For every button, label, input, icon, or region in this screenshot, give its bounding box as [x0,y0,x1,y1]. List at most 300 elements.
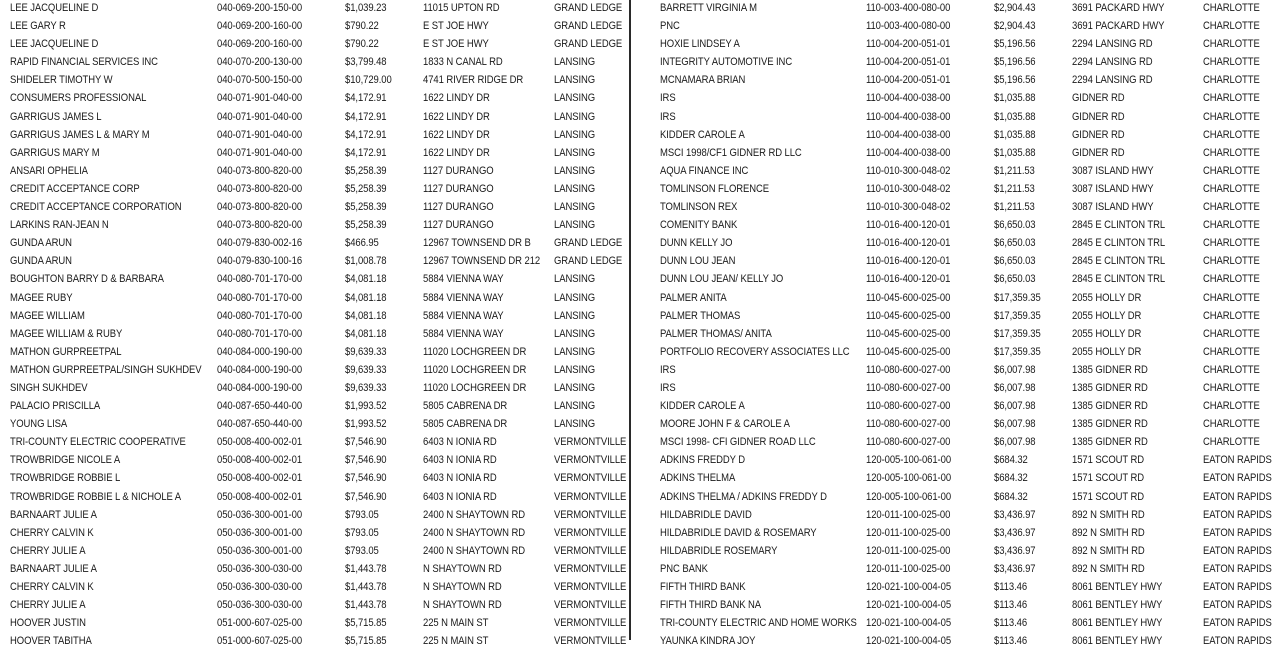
property-address: 1571 SCOUT RD [1072,472,1145,485]
amount: $684.32 [994,490,1028,503]
city: CHARLOTTE [1203,237,1260,250]
property-address: 2400 N SHAYTOWN RD [423,526,526,539]
amount: $793.05 [345,508,379,521]
property-address: 225 N MAIN ST [423,617,489,630]
owner-name: LEE JACQUELINE D [10,38,99,51]
property-address: 2400 N SHAYTOWN RD [423,544,526,557]
amount: $1,035.88 [994,146,1036,159]
property-address: 1127 DURANGO [423,164,494,177]
city: LANSING [554,110,596,123]
parcel-number: 040-073-800-820-00 [217,219,303,232]
parcel-number: 110-080-600-027-00 [866,400,951,413]
parcel-number: 110-004-200-051-01 [866,56,951,69]
city: VERMONTVILLE [554,599,627,612]
parcel-number: 110-016-400-120-01 [866,219,951,232]
owner-name: CHERRY CALVIN K [10,526,94,539]
city: VERMONTVILLE [554,472,627,485]
amount: $4,081.18 [345,327,387,340]
property-address: 8061 BENTLEY HWY [1072,617,1163,630]
owner-name: KIDDER CAROLE A [660,128,745,141]
parcel-number: 110-004-400-038-00 [866,146,951,159]
property-address: GIDNER RD [1072,128,1125,141]
table-row [0,17,628,35]
city: LANSING [554,381,596,394]
parcel-number: 120-005-100-061-00 [866,454,952,467]
amount: $5,196.56 [994,74,1036,87]
property-address: E ST JOE HWY [423,20,489,33]
property-address: 11020 LOCHGREEN DR [423,381,527,394]
parcel-number: 040-080-701-170-00 [217,327,303,340]
city: EATON RAPIDS [1203,599,1272,612]
amount: $10,729.00 [345,74,392,87]
parcel-number: 040-069-200-160-00 [217,20,303,33]
city: EATON RAPIDS [1203,581,1272,593]
right-rows [641,0,1280,650]
amount: $17,359.35 [994,327,1041,340]
parcel-number: 040-069-200-150-00 [217,2,303,14]
city: LANSING [554,400,596,413]
city: CHARLOTTE [1203,400,1260,413]
property-address: 5884 VIENNA WAY [423,309,504,322]
parcel-number: 040-071-901-040-00 [217,128,303,141]
table-row [641,361,1280,379]
table-row [641,451,1280,469]
city: CHARLOTTE [1203,219,1260,232]
owner-name: PNC BANK [660,562,708,575]
owner-name: PORTFOLIO RECOVERY ASSOCIATES LLC [660,345,850,358]
city: EATON RAPIDS [1203,472,1272,485]
property-address: 3691 PACKARD HWY [1072,20,1165,33]
owner-name: ADKINS FREDDY D [660,454,746,467]
amount: $6,007.98 [994,400,1036,413]
table-row [641,614,1280,632]
amount: $113.46 [994,617,1028,630]
amount: $6,650.03 [994,273,1036,286]
parcel-number: 040-070-200-130-00 [217,56,303,69]
property-address: 11015 UPTON RD [423,2,500,14]
parcel-number: 040-069-200-160-00 [217,38,303,51]
city: CHARLOTTE [1203,92,1260,105]
amount: $793.05 [345,526,379,539]
amount: $4,081.18 [345,291,387,304]
parcel-number: 110-004-400-038-00 [866,128,951,141]
amount: $3,436.97 [994,562,1036,575]
property-address: 11020 LOCHGREEN DR [423,345,527,358]
parcel-number: 040-079-830-002-16 [217,237,303,250]
owner-name: HOOVER TABITHA [10,635,92,648]
table-row [0,397,628,415]
table-row [641,252,1280,270]
property-address: 1385 GIDNER RD [1072,381,1148,394]
amount: $684.32 [994,472,1028,485]
city: VERMONTVILLE [554,562,627,575]
property-address: 5884 VIENNA WAY [423,273,504,286]
parcel-number: 120-011-100-025-00 [866,562,951,575]
table-row [641,216,1280,234]
property-address: 1622 LINDY DR [423,110,490,123]
parcel-number: 120-021-100-004-05 [866,617,952,630]
parcel-number: 120-011-100-025-00 [866,508,951,521]
table-row [0,53,628,71]
property-address: 1571 SCOUT RD [1072,490,1145,503]
table-row [0,578,628,596]
property-address: 2055 HOLLY DR [1072,291,1142,304]
table-row [0,89,628,107]
amount: $4,081.18 [345,273,387,286]
property-address: 3087 ISLAND HWY [1072,182,1154,195]
city: VERMONTVILLE [554,526,627,539]
parcel-number: 050-008-400-002-01 [217,490,303,503]
city: LANSING [554,327,596,340]
city: EATON RAPIDS [1203,508,1272,521]
property-address: 6403 N IONIA RD [423,490,497,503]
table-row [641,307,1280,325]
city: GRAND LEDGE [554,2,623,14]
owner-name: MATHON GURPREETPAL [10,345,122,358]
table-row [0,524,628,542]
owner-name: TOMLINSON REX [660,201,738,214]
amount: $17,359.35 [994,291,1041,304]
city: VERMONTVILLE [554,544,627,557]
property-address: 11020 LOCHGREEN DR [423,363,527,376]
table-row [0,144,628,162]
parcel-number: 110-080-600-027-00 [866,363,951,376]
owner-name: KIDDER CAROLE A [660,400,745,413]
city: LANSING [554,164,596,177]
table-row [0,542,628,560]
table-row [641,578,1280,596]
amount: $4,172.91 [345,128,387,141]
property-address: 1833 N CANAL RD [423,56,503,69]
property-address: 3691 PACKARD HWY [1072,2,1165,14]
amount: $684.32 [994,454,1028,467]
city: LANSING [554,219,596,232]
table-row [641,126,1280,144]
table-row [0,198,628,216]
amount: $3,436.97 [994,508,1036,521]
city: VERMONTVILLE [554,617,627,630]
property-address: 2845 E CLINTON TRL [1072,219,1166,232]
amount: $1,211.53 [994,182,1035,195]
amount: $5,258.39 [345,201,387,214]
owner-name: BOUGHTON BARRY D & BARBARA [10,273,164,286]
city: VERMONTVILLE [554,635,627,648]
column-divider [629,0,631,640]
table-row [641,506,1280,524]
property-address: 1571 SCOUT RD [1072,454,1145,467]
property-address: 892 N SMITH RD [1072,562,1145,575]
property-address: GIDNER RD [1072,110,1125,123]
parcel-number: 110-004-400-038-00 [866,92,951,105]
city: CHARLOTTE [1203,182,1260,195]
amount: $1,008.78 [345,255,387,268]
parcel-number: 050-036-300-001-00 [217,526,303,539]
table-row [641,0,1280,17]
property-address: 2294 LANSING RD [1072,56,1153,69]
table-row [0,343,628,361]
amount: $7,546.90 [345,472,387,485]
city: CHARLOTTE [1203,273,1260,286]
amount: $6,650.03 [994,237,1036,250]
property-address: 2400 N SHAYTOWN RD [423,508,526,521]
owner-name: LEE JACQUELINE D [10,2,99,14]
owner-name: MSCI 1998- CFI GIDNER ROAD LLC [660,436,816,449]
parcel-number: 120-011-100-025-00 [866,544,951,557]
city: CHARLOTTE [1203,146,1260,159]
owner-name: CREDIT ACCEPTANCE CORPORATION [10,201,182,214]
owner-name: IRS [660,92,676,105]
parcel-number: 110-010-300-048-02 [866,201,951,214]
amount: $3,436.97 [994,544,1036,557]
parcel-number: 120-005-100-061-00 [866,490,952,503]
owner-name: GUNDA ARUN [10,237,72,250]
owner-name: RAPID FINANCIAL SERVICES INC [10,56,158,69]
table-row [641,53,1280,71]
city: EATON RAPIDS [1203,562,1272,575]
owner-name: BARNAART JULIE A [10,562,97,575]
city: VERMONTVILLE [554,454,627,467]
city: LANSING [554,92,596,105]
parcel-number: 040-087-650-440-00 [217,418,303,431]
amount: $793.05 [345,544,379,557]
owner-name: BARNAART JULIE A [10,508,97,521]
owner-name: TROWBRIDGE ROBBIE L & NICHOLE A [10,490,182,503]
property-address: 2055 HOLLY DR [1072,327,1142,340]
property-address: 8061 BENTLEY HWY [1072,599,1163,612]
amount: $5,715.85 [345,617,387,630]
parcel-number: 040-071-901-040-00 [217,92,303,105]
owner-name: TOMLINSON FLORENCE [660,182,770,195]
owner-name: MOORE JOHN F & CAROLE A [660,418,790,431]
property-address: 1127 DURANGO [423,219,494,232]
parcel-number: 120-021-100-004-05 [866,599,952,612]
amount: $1,211.53 [994,164,1035,177]
owner-name: FIFTH THIRD BANK [660,581,746,593]
property-address: 1385 GIDNER RD [1072,418,1148,431]
parcel-number: 040-087-650-440-00 [217,400,303,413]
parcel-number: 110-045-600-025-00 [866,345,951,358]
owner-name: TRI-COUNTY ELECTRIC COOPERATIVE [10,436,186,449]
right-listing-column [641,0,1280,650]
city: CHARLOTTE [1203,128,1260,141]
amount: $6,007.98 [994,418,1036,431]
owner-name: GARRIGUS JAMES L & MARY M [10,128,150,141]
parcel-number: 110-080-600-027-00 [866,436,951,449]
amount: $5,196.56 [994,38,1036,51]
amount: $6,007.98 [994,381,1036,394]
table-row [0,361,628,379]
table-row [641,433,1280,451]
amount: $1,443.78 [345,581,387,593]
property-address: 1385 GIDNER RD [1072,400,1148,413]
left-listing-column [0,0,628,650]
table-row [641,108,1280,126]
table-row [641,379,1280,397]
amount: $1,035.88 [994,110,1036,123]
table-row [0,289,628,307]
owner-name: YOUNG LISA [10,418,68,431]
parcel-number: 040-070-500-150-00 [217,74,303,87]
amount: $3,436.97 [994,526,1036,539]
owner-name: TROWBRIDGE NICOLE A [10,454,121,467]
city: LANSING [554,345,596,358]
parcel-number: 110-004-400-038-00 [866,110,951,123]
parcel-number: 050-008-400-002-01 [217,436,303,449]
property-address: 5805 CABRENA DR [423,400,508,413]
city: CHARLOTTE [1203,363,1260,376]
owner-name: CREDIT ACCEPTANCE CORP [10,182,140,195]
owner-name: IRS [660,381,676,394]
city: LANSING [554,56,596,69]
property-address: 892 N SMITH RD [1072,508,1145,521]
owner-name: HILDABRIDLE ROSEMARY [660,544,778,557]
city: VERMONTVILLE [554,508,627,521]
property-address: 2294 LANSING RD [1072,74,1153,87]
table-row [641,162,1280,180]
property-address: 1385 GIDNER RD [1072,436,1148,449]
property-address: GIDNER RD [1072,92,1125,105]
parcel-number: 050-008-400-002-01 [217,454,303,467]
city: EATON RAPIDS [1203,617,1272,630]
owner-name: MAGEE WILLIAM [10,309,85,322]
owner-name: MAGEE WILLIAM & RUBY [10,327,123,340]
city: LANSING [554,128,596,141]
parcel-number: 040-080-701-170-00 [217,291,303,304]
amount: $1,993.52 [345,418,387,431]
city: GRAND LEDGE [554,38,623,51]
city: CHARLOTTE [1203,255,1260,268]
amount: $4,172.91 [345,110,387,123]
city: LANSING [554,418,596,431]
parcel-number: 110-016-400-120-01 [866,255,951,268]
amount: $6,650.03 [994,255,1036,268]
owner-name: ADKINS THELMA / ADKINS FREDDY D [660,490,827,503]
table-row [0,469,628,487]
property-address: 6403 N IONIA RD [423,454,497,467]
owner-name: DUNN LOU JEAN [660,255,736,268]
city: VERMONTVILLE [554,436,627,449]
property-address: 5805 CABRENA DR [423,418,508,431]
city: GRAND LEDGE [554,20,623,33]
table-row [0,415,628,433]
parcel-number: 110-016-400-120-01 [866,237,951,250]
property-address: 225 N MAIN ST [423,635,489,648]
property-address: 1622 LINDY DR [423,92,490,105]
amount: $2,904.43 [994,20,1036,33]
amount: $466.95 [345,237,379,250]
parcel-number: 120-021-100-004-05 [866,635,952,648]
city: EATON RAPIDS [1203,635,1272,648]
table-row [641,397,1280,415]
parcel-number: 110-004-200-051-01 [866,74,951,87]
city: EATON RAPIDS [1203,544,1272,557]
owner-name: SINGH SUKHDEV [10,381,88,394]
city: CHARLOTTE [1203,327,1260,340]
table-row [0,35,628,53]
property-address: 6403 N IONIA RD [423,436,497,449]
owner-name: GARRIGUS MARY M [10,146,100,159]
amount: $113.46 [994,581,1028,593]
amount: $6,007.98 [994,436,1036,449]
table-row [641,560,1280,578]
property-address: E ST JOE HWY [423,38,489,51]
parcel-number: 110-010-300-048-02 [866,164,951,177]
amount: $9,639.33 [345,381,387,394]
city: CHARLOTTE [1203,345,1260,358]
owner-name: PALMER THOMAS [660,309,741,322]
parcel-number: 110-045-600-025-00 [866,291,951,304]
city: LANSING [554,146,596,159]
amount: $6,650.03 [994,219,1036,232]
owner-name: CHERRY CALVIN K [10,581,94,593]
property-address: 8061 BENTLEY HWY [1072,581,1163,593]
owner-name: TROWBRIDGE ROBBIE L [10,472,121,485]
city: CHARLOTTE [1203,56,1260,69]
property-address: 2845 E CLINTON TRL [1072,237,1166,250]
owner-name: HILDABRIDLE DAVID [660,508,752,521]
owner-name: HOXIE LINDSEY A [660,38,740,51]
table-row [641,596,1280,614]
table-row [0,488,628,506]
city: CHARLOTTE [1203,291,1260,304]
amount: $1,211.53 [994,201,1035,214]
parcel-number: 050-036-300-030-00 [217,599,303,612]
table-row [641,234,1280,252]
amount: $5,196.56 [994,56,1036,69]
city: EATON RAPIDS [1203,526,1272,539]
amount: $790.22 [345,38,379,51]
amount: $4,172.91 [345,146,387,159]
property-address: 4741 RIVER RIDGE DR [423,74,524,87]
table-row [0,0,628,17]
table-row [641,180,1280,198]
owner-name: ADKINS THELMA [660,472,736,485]
owner-name: MATHON GURPREETPAL/SINGH SUKHDEV [10,363,202,376]
property-address: GIDNER RD [1072,146,1125,159]
parcel-number: 110-004-200-051-01 [866,38,951,51]
parcel-number: 110-016-400-120-01 [866,273,951,286]
amount: $4,081.18 [345,309,387,322]
property-address: 1127 DURANGO [423,182,494,195]
amount: $1,993.52 [345,400,387,413]
city: LANSING [554,363,596,376]
city: LANSING [554,309,596,322]
city: CHARLOTTE [1203,74,1260,87]
parcel-number: 051-000-607-025-00 [217,635,303,648]
city: CHARLOTTE [1203,436,1260,449]
table-row [0,234,628,252]
property-address: N SHAYTOWN RD [423,562,502,575]
owner-name: HILDABRIDLE DAVID & ROSEMARY [660,526,817,539]
property-address: 3087 ISLAND HWY [1072,164,1154,177]
parcel-number: 040-073-800-820-00 [217,201,303,214]
parcel-number: 110-010-300-048-02 [866,182,951,195]
parcel-number: 040-071-901-040-00 [217,110,303,123]
property-address: 12967 TOWNSEND DR B [423,237,531,250]
parcel-number: 040-073-800-820-00 [217,182,303,195]
parcel-number: 110-080-600-027-00 [866,418,951,431]
table-row [0,180,628,198]
table-row [641,524,1280,542]
city: CHARLOTTE [1203,309,1260,322]
city: CHARLOTTE [1203,201,1260,214]
owner-name: DUNN LOU JEAN/ KELLY JO [660,273,784,286]
owner-name: YAUNKA KINDRA JOY [660,635,756,648]
owner-name: FIFTH THIRD BANK NA [660,599,762,612]
owner-name: PALMER ANITA [660,291,727,304]
table-row [641,325,1280,343]
parcel-number: 040-071-901-040-00 [217,146,303,159]
